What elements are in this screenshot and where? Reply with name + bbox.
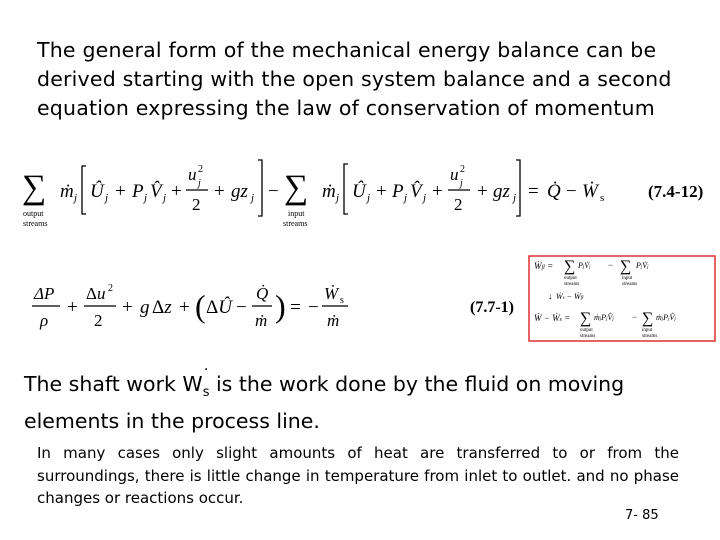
inset-input-label-1: input (622, 276, 633, 281)
svg-text:+: + (67, 297, 78, 318)
svg-text:∑: ∑ (642, 310, 654, 327)
equation-number-7-7-1: (7.7-1) (470, 299, 514, 316)
svg-text:Δu: Δu (86, 284, 106, 303)
svg-text:): ) (275, 288, 286, 324)
inset-equations-box (528, 255, 718, 343)
svg-text:∑: ∑ (620, 258, 632, 275)
svg-text:2: 2 (192, 195, 201, 214)
svg-text:Ẇ: Ẇ (582, 181, 598, 202)
svg-text:+: + (477, 181, 488, 202)
intro-line-3: equation expressing the law of conservation of momentum (37, 96, 655, 120)
svg-text:+: + (122, 297, 133, 318)
svg-text:s: s (600, 192, 605, 204)
inset-output-label-2: streams (564, 282, 580, 287)
svg-text:−: − (236, 297, 247, 318)
svg-text:j: j (513, 192, 517, 204)
shaft-work-subscript: s (202, 385, 210, 401)
svg-text:Û: Û (90, 181, 104, 202)
svg-text:=: = (528, 181, 539, 202)
svg-text:Q̇: Q̇ (547, 181, 561, 202)
shaft-work-paragraph (24, 370, 704, 436)
svg-text:2: 2 (454, 195, 463, 214)
svg-text:2: 2 (198, 164, 203, 175)
svg-text:g: g (140, 297, 150, 318)
svg-text:j: j (105, 192, 109, 204)
svg-text:↓: ↓ (548, 291, 553, 301)
svg-text:Ẇs − Ẇfl: Ẇs − Ẇfl (556, 292, 584, 301)
svg-text:P: P (132, 181, 144, 202)
svg-text:j: j (404, 192, 408, 204)
svg-text:−: − (566, 181, 577, 202)
svg-text:j: j (144, 192, 148, 204)
svg-text:ṁ: ṁ (322, 181, 336, 202)
svg-text:Ẇ − Ẇs =: Ẇ − Ẇs = (534, 313, 571, 323)
svg-text:j: j (251, 192, 255, 204)
svg-text:2: 2 (94, 311, 103, 330)
svg-text:+: + (115, 181, 126, 202)
shaft-work-text-post: is the work done by the fluid on moving (209, 372, 625, 396)
svg-text:V̂: V̂ (150, 181, 162, 202)
svg-text:−: − (268, 181, 279, 202)
svg-text:ΔÛ: ΔÛ (206, 297, 232, 318)
svg-text:j: j (198, 178, 201, 189)
output-streams-label-2: streams (23, 219, 48, 228)
sum-symbol: ∑ (22, 169, 47, 206)
svg-text:u: u (450, 165, 459, 184)
svg-text:V̂: V̂ (410, 181, 422, 202)
svg-text:+: + (376, 181, 387, 202)
equation-7-4-12 (20, 150, 720, 235)
svg-text:u: u (188, 165, 197, 184)
page-number: 7- 85 (625, 508, 659, 523)
shaft-work-line-1 (24, 370, 704, 407)
svg-text:j: j (367, 192, 371, 204)
svg-text:Q̇: Q̇ (256, 284, 269, 303)
svg-text:s: s (340, 295, 344, 306)
svg-text:ṁ: ṁ (327, 311, 340, 330)
equation-number-7-4-12: (7.4-12) (648, 182, 704, 201)
svg-text:streams: streams (580, 334, 596, 339)
shaft-work-line-2: elements in the process line. (24, 409, 320, 434)
svg-text:ΔP: ΔP (34, 284, 55, 303)
svg-text:=: = (290, 297, 301, 318)
svg-text:2: 2 (460, 164, 465, 175)
svg-text:∑: ∑ (284, 169, 309, 206)
svg-text:+: + (214, 181, 225, 202)
svg-text:−: − (632, 312, 638, 322)
svg-text:+: + (171, 181, 182, 202)
svg-text:streams: streams (642, 334, 658, 339)
svg-text:j: j (74, 192, 78, 204)
inset-output-label-1: output (564, 276, 577, 281)
svg-text:+: + (179, 297, 190, 318)
input-streams-label-1: input (288, 209, 305, 218)
svg-text:gz: gz (231, 181, 248, 202)
svg-text:+: + (432, 181, 443, 202)
svg-text:PjV̇j: PjV̇j (578, 261, 591, 270)
input-streams-label-2: streams (283, 219, 308, 228)
svg-text:−: − (608, 260, 614, 270)
shaft-work-text-pre: The shaft work W (24, 372, 203, 396)
equation-7-7-1 (30, 275, 530, 345)
svg-text:j: j (423, 192, 427, 204)
svg-text:P: P (392, 181, 404, 202)
intro-line-2: derived starting with the open system balance and a second (37, 67, 672, 91)
svg-text:Ẇfl =: Ẇfl = (534, 261, 554, 271)
svg-text:Û: Û (352, 181, 366, 202)
output-streams-label-1: output (23, 209, 44, 218)
svg-text:ρ: ρ (40, 311, 49, 330)
svg-text:j: j (460, 178, 463, 189)
inset-input-label-2: streams (622, 282, 638, 287)
svg-text:−: − (308, 297, 319, 318)
svg-text:j: j (336, 192, 340, 204)
svg-text:∑: ∑ (564, 258, 576, 275)
svg-text:j: j (163, 192, 167, 204)
svg-text:PjV̇j: PjV̇j (636, 261, 649, 270)
svg-text:2: 2 (108, 283, 113, 294)
shaft-work-dot-accent: · (204, 362, 209, 378)
intro-line-1: The general form of the mechanical energy balance can be (37, 38, 657, 62)
svg-text:Ẇ: Ẇ (324, 284, 339, 303)
note-paragraph: In many cases only slight amounts of heat are transferred to or from the surroundings, there is little change in temperature from inlet to outlet. and no phase changes or reactions occur. (37, 444, 679, 507)
intro-paragraph (37, 36, 687, 123)
svg-text:output: output (580, 328, 593, 333)
svg-text:input: input (642, 328, 653, 333)
svg-text:Δz: Δz (152, 297, 172, 318)
svg-text:ṁ: ṁ (255, 311, 268, 330)
svg-text:∑: ∑ (580, 310, 592, 327)
svg-text:gz: gz (493, 181, 510, 202)
svg-text:ṁjPjV̂j: ṁjPjV̂j (656, 313, 676, 322)
svg-text:ṁ: ṁ (60, 181, 74, 202)
svg-text:ṁjPjV̂j: ṁjPjV̂j (594, 313, 614, 322)
svg-text:(: ( (195, 288, 206, 324)
